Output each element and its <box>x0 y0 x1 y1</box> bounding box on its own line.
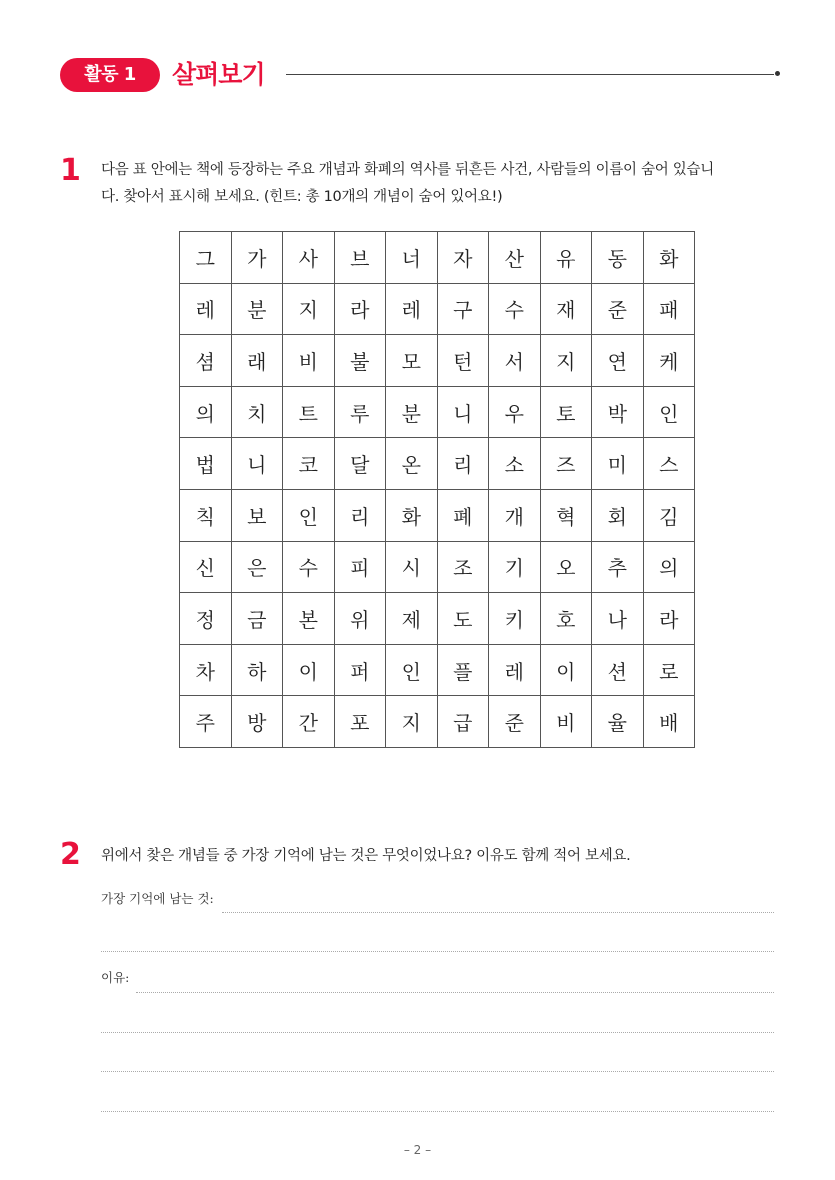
activity-header <box>60 58 780 94</box>
grid-cell[interactable]: 하 <box>231 644 283 696</box>
word-search-grid <box>179 231 695 748</box>
grid-cell[interactable]: 이 <box>540 644 592 696</box>
activity-badge: 활동 1 <box>60 58 160 92</box>
grid-cell[interactable]: 래 <box>231 335 283 387</box>
grid-cell[interactable]: 리 <box>437 438 489 490</box>
grid-cell[interactable]: 화 <box>386 489 438 541</box>
question-1-number: 1 <box>60 153 81 188</box>
grid-cell[interactable]: 동 <box>592 232 644 284</box>
reason-answer-line-1[interactable] <box>136 992 774 993</box>
grid-row <box>180 593 695 645</box>
grid-cell[interactable]: 포 <box>334 696 386 748</box>
grid-cell[interactable]: 턴 <box>437 335 489 387</box>
grid-cell[interactable]: 차 <box>180 644 232 696</box>
grid-cell[interactable]: 셤 <box>180 335 232 387</box>
grid-cell[interactable]: 지 <box>283 283 335 335</box>
grid-cell[interactable]: 구 <box>437 283 489 335</box>
memorable-label: 가장 기억에 남는 것: <box>101 891 214 906</box>
grid-cell[interactable]: 비 <box>540 696 592 748</box>
grid-cell[interactable]: 사 <box>283 232 335 284</box>
question-1-text-line2: 다. 찾아서 표시해 보세요. (힌트: 총 10개의 개념이 숨어 있어요!) <box>101 189 503 205</box>
grid-cell[interactable]: 오 <box>540 541 592 593</box>
memorable-answer-line[interactable] <box>222 912 774 913</box>
grid-cell[interactable]: 니 <box>437 386 489 438</box>
question-2-number: 2 <box>60 837 81 872</box>
grid-cell[interactable]: 루 <box>334 386 386 438</box>
grid-cell[interactable]: 자 <box>437 232 489 284</box>
reason-label: 이유: <box>101 970 130 985</box>
grid-cell[interactable]: 혁 <box>540 489 592 541</box>
grid-cell[interactable]: 간 <box>283 696 335 748</box>
grid-cell[interactable]: 법 <box>180 438 232 490</box>
grid-cell[interactable]: 케 <box>643 335 695 387</box>
grid-row <box>180 438 695 490</box>
grid-cell[interactable]: 기 <box>489 541 541 593</box>
grid-cell[interactable]: 조 <box>437 541 489 593</box>
grid-cell[interactable]: 율 <box>592 696 644 748</box>
grid-cell[interactable]: 화 <box>643 232 695 284</box>
grid-cell[interactable]: 토 <box>540 386 592 438</box>
grid-cell[interactable]: 가 <box>231 232 283 284</box>
grid-cell[interactable]: 서 <box>489 335 541 387</box>
grid-cell[interactable]: 재 <box>540 283 592 335</box>
grid-cell[interactable]: 레 <box>386 283 438 335</box>
grid-cell[interactable]: 의 <box>180 386 232 438</box>
grid-cell[interactable]: 니 <box>231 438 283 490</box>
grid-row <box>180 489 695 541</box>
grid-cell[interactable]: 급 <box>437 696 489 748</box>
grid-cell[interactable]: 칙 <box>180 489 232 541</box>
grid-cell[interactable]: 온 <box>386 438 438 490</box>
grid-cell[interactable]: 라 <box>643 593 695 645</box>
activity-title: 살펴보기 <box>172 60 265 89</box>
grid-cell[interactable]: 치 <box>231 386 283 438</box>
grid-cell[interactable]: 레 <box>489 644 541 696</box>
page-number: – 2 – <box>403 1143 432 1157</box>
grid-cell[interactable]: 인 <box>643 386 695 438</box>
grid-cell[interactable]: 미 <box>592 438 644 490</box>
grid-cell[interactable]: 우 <box>489 386 541 438</box>
grid-cell[interactable]: 연 <box>592 335 644 387</box>
grid-cell[interactable]: 지 <box>540 335 592 387</box>
grid-cell[interactable]: 너 <box>386 232 438 284</box>
grid-cell[interactable]: 코 <box>283 438 335 490</box>
grid-cell[interactable]: 유 <box>540 232 592 284</box>
grid-cell[interactable]: 정 <box>180 593 232 645</box>
grid-cell[interactable]: 본 <box>283 593 335 645</box>
grid-cell[interactable]: 소 <box>489 438 541 490</box>
grid-cell[interactable]: 폐 <box>437 489 489 541</box>
grid-row <box>180 283 695 335</box>
grid-cell[interactable]: 로 <box>643 644 695 696</box>
grid-cell[interactable]: 금 <box>231 593 283 645</box>
grid-cell[interactable]: 방 <box>231 696 283 748</box>
grid-cell[interactable]: 패 <box>643 283 695 335</box>
grid-row <box>180 644 695 696</box>
grid-row <box>180 386 695 438</box>
grid-cell[interactable]: 추 <box>592 541 644 593</box>
grid-cell[interactable]: 비 <box>283 335 335 387</box>
grid-cell[interactable]: 박 <box>592 386 644 438</box>
grid-cell[interactable]: 김 <box>643 489 695 541</box>
divider-end-dot <box>775 71 780 76</box>
grid-cell[interactable]: 나 <box>592 593 644 645</box>
header-divider <box>286 74 774 75</box>
grid-cell[interactable]: 인 <box>283 489 335 541</box>
grid-cell[interactable]: 분 <box>386 386 438 438</box>
grid-cell[interactable]: 준 <box>489 696 541 748</box>
grid-cell[interactable]: 개 <box>489 489 541 541</box>
grid-row <box>180 696 695 748</box>
grid-cell[interactable]: 스 <box>643 438 695 490</box>
memorable-answer-line-2[interactable] <box>101 951 774 952</box>
grid-cell[interactable]: 수 <box>489 283 541 335</box>
grid-cell[interactable]: 시 <box>386 541 438 593</box>
grid-cell[interactable]: 준 <box>592 283 644 335</box>
grid-cell[interactable]: 리 <box>334 489 386 541</box>
grid-row <box>180 541 695 593</box>
grid-cell[interactable]: 지 <box>386 696 438 748</box>
grid-cell[interactable]: 분 <box>231 283 283 335</box>
grid-cell[interactable]: 플 <box>437 644 489 696</box>
grid-cell[interactable]: 퍼 <box>334 644 386 696</box>
reason-answer-line-4[interactable] <box>101 1111 774 1112</box>
grid-cell[interactable]: 신 <box>180 541 232 593</box>
grid-cell[interactable]: 인 <box>386 644 438 696</box>
grid-cell[interactable]: 모 <box>386 335 438 387</box>
grid-cell[interactable]: 수 <box>283 541 335 593</box>
grid-cell[interactable]: 제 <box>386 593 438 645</box>
reason-answer-line-2[interactable] <box>101 1032 774 1033</box>
grid-cell[interactable]: 의 <box>643 541 695 593</box>
grid-cell[interactable]: 배 <box>643 696 695 748</box>
question-2-text: 위에서 찾은 개념들 중 가장 기억에 남는 것은 무엇이었나요? 이유도 함께 적어 보세요. <box>101 848 631 864</box>
grid-row <box>180 232 695 284</box>
grid-cell[interactable]: 회 <box>592 489 644 541</box>
grid-cell[interactable]: 션 <box>592 644 644 696</box>
grid-cell[interactable]: 달 <box>334 438 386 490</box>
grid-row <box>180 335 695 387</box>
grid-cell[interactable]: 도 <box>437 593 489 645</box>
grid-cell[interactable]: 주 <box>180 696 232 748</box>
grid-cell[interactable]: 위 <box>334 593 386 645</box>
grid-cell[interactable]: 호 <box>540 593 592 645</box>
grid-cell[interactable]: 라 <box>334 283 386 335</box>
grid-cell[interactable]: 불 <box>334 335 386 387</box>
grid-cell[interactable]: 은 <box>231 541 283 593</box>
grid-cell[interactable]: 피 <box>334 541 386 593</box>
question-1-text-line1: 다음 표 안에는 책에 등장하는 주요 개념과 화폐의 역사를 뒤흔든 사건, 사람들의 이름이 숨어 있습니 <box>101 162 714 178</box>
grid-cell[interactable]: 보 <box>231 489 283 541</box>
grid-cell[interactable]: 이 <box>283 644 335 696</box>
grid-cell[interactable]: 즈 <box>540 438 592 490</box>
reason-answer-line-3[interactable] <box>101 1071 774 1072</box>
grid-cell[interactable]: 브 <box>334 232 386 284</box>
grid-cell[interactable]: 그 <box>180 232 232 284</box>
grid-cell[interactable]: 산 <box>489 232 541 284</box>
grid-cell[interactable]: 레 <box>180 283 232 335</box>
grid-cell[interactable]: 트 <box>283 386 335 438</box>
grid-cell[interactable]: 키 <box>489 593 541 645</box>
